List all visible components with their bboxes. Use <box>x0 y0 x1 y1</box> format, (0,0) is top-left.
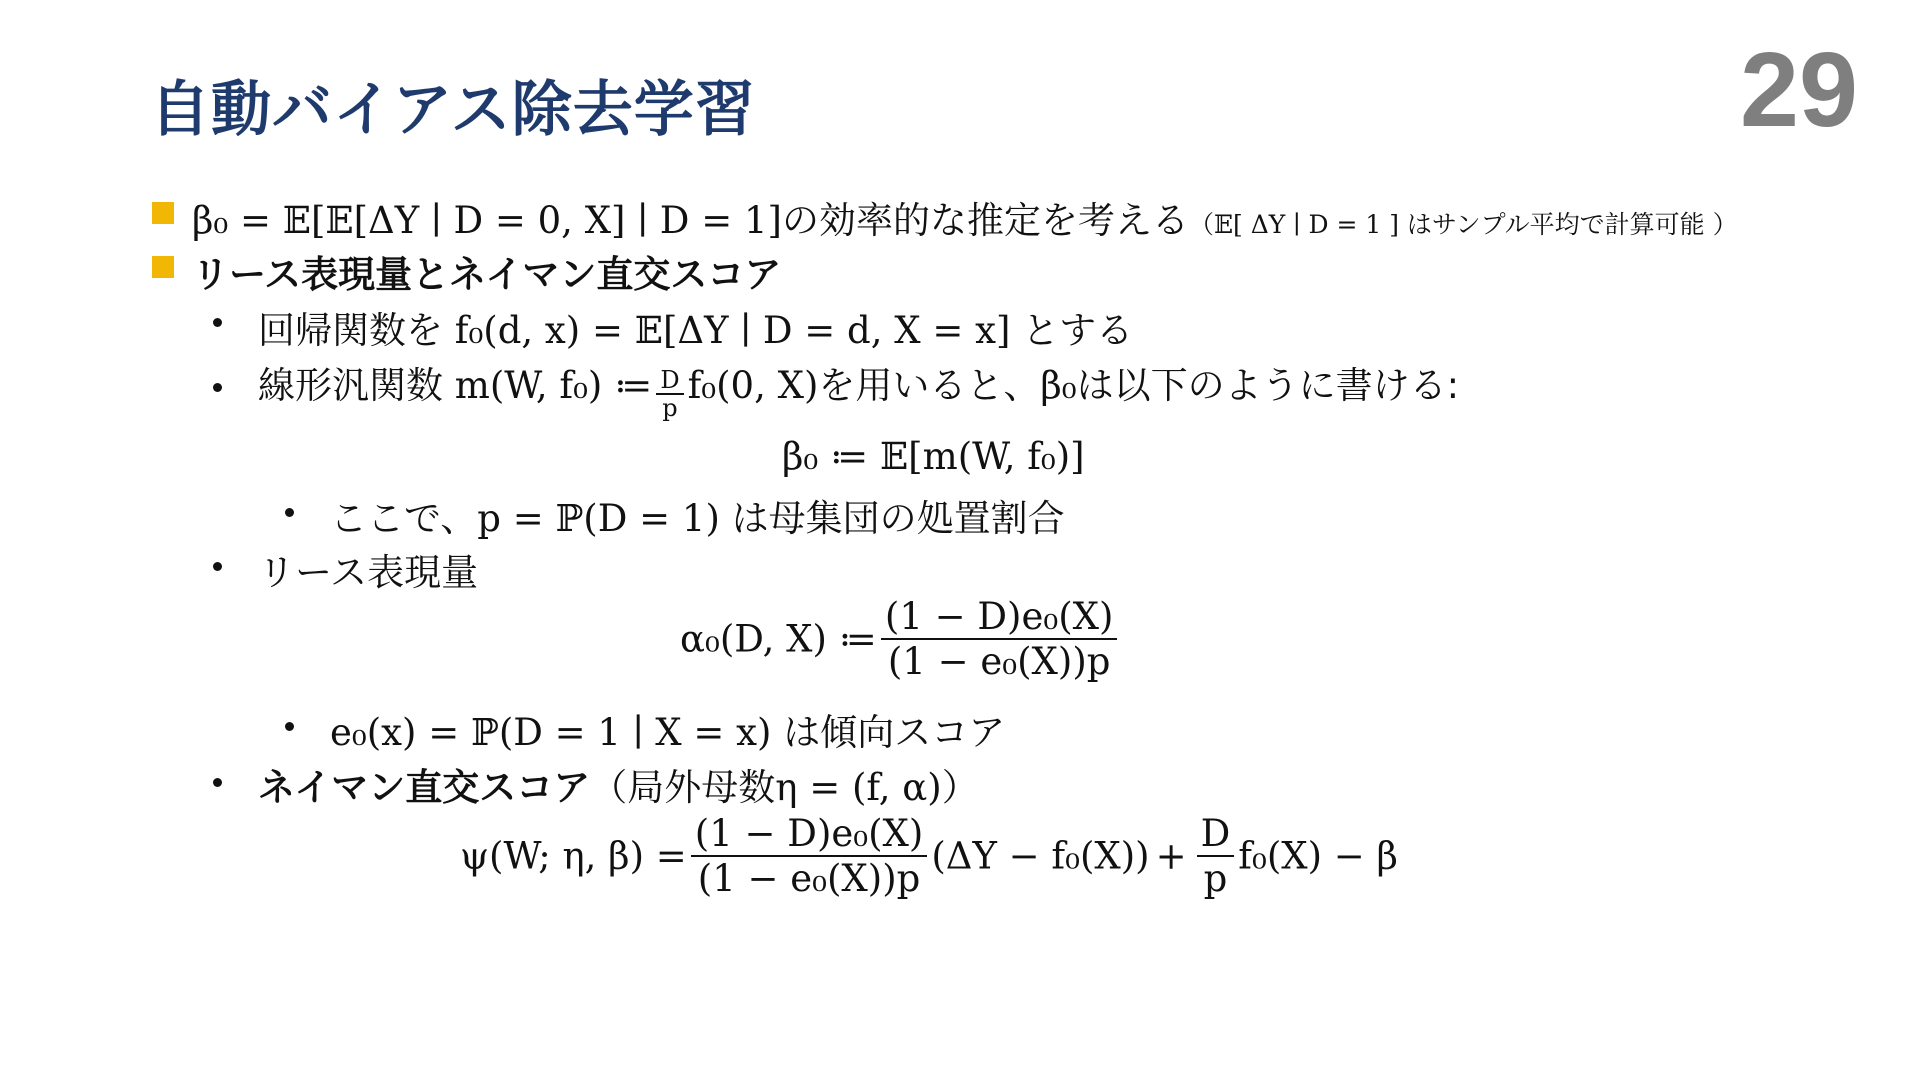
sub-bullet-dot-4 <box>213 778 222 787</box>
sub-bullet-1-math: f₀(d, x) = 𝔼[ΔY ∣ D = d, X = x] <box>454 309 1011 352</box>
sub-bullet-4-bold: ネイマン直交スコア <box>258 766 591 809</box>
sub-sub-bullet-1-text-a: ここで、 <box>330 497 478 540</box>
psi-fraction <box>691 812 928 900</box>
bullet-2: リース表現量とネイマン直交スコア <box>192 253 782 296</box>
sub-sub-bullet-2-math: e₀(x) = ℙ(D = 1 ∣ X = x) <box>330 711 772 754</box>
sub-sub-bullet-1 <box>330 488 1065 542</box>
page-number: 29 <box>1740 31 1858 149</box>
psi-lhs: ψ(W; η, β) = <box>460 834 687 878</box>
psi-frac2-numerator: D <box>1197 812 1235 857</box>
bullet-square-1 <box>152 202 174 224</box>
sub-sub-bullet-1-math: p = ℙ(D = 1) <box>477 497 720 540</box>
alpha-lhs: α₀(D, X) ≔ <box>680 617 877 661</box>
sub-bullet-4-close: ） <box>941 766 979 809</box>
psi-denominator: (1 − e₀(X))p <box>697 857 921 900</box>
sub-bullet-1-text-b: とする <box>1010 309 1134 352</box>
sub-bullet-1 <box>258 300 1133 354</box>
psi-middle: (ΔY − f₀(X)) <box>931 834 1150 878</box>
sub-bullet-2-fraction <box>656 367 683 421</box>
sub-sub-bullet-2 <box>330 702 1005 756</box>
psi-fraction-2 <box>1197 812 1235 900</box>
psi-frac2-denominator: p <box>1203 857 1228 900</box>
sub-bullet-2-math-a: m(W, f₀) ≔ <box>454 364 653 407</box>
sub-sub-bullet-2-text: は傾向スコア <box>771 711 1006 754</box>
sub-bullet-2 <box>258 355 1459 421</box>
display-equation-beta: β₀ ≔ 𝔼[m(W, f₀)] <box>782 435 1085 478</box>
sub-bullet-4 <box>258 757 979 811</box>
sub-bullet-dot-3 <box>213 562 222 571</box>
bullet-1-text: の効率的な推定を考える <box>781 199 1189 242</box>
sub-bullet-2-math-c: β₀ <box>1040 364 1077 407</box>
sub-bullet-4-paren: （局外母数 <box>590 766 776 809</box>
psi-numerator: (1 − D)e₀(X) <box>691 812 928 857</box>
psi-plus: + <box>1155 834 1187 878</box>
sub-bullet-2-math-b: f₀(0, X) <box>687 364 819 407</box>
sub-bullet-2-text-a: 線形汎関数 <box>258 364 455 407</box>
sub-bullet-2-frac-den: p <box>662 393 678 422</box>
bullet-square-2 <box>152 256 174 278</box>
bullet-1-math: β₀ = 𝔼[𝔼[ΔY ∣ D = 0, X] ∣ D = 1] <box>192 199 782 242</box>
slide-title: 自動バイアス除去学習 <box>150 75 756 145</box>
bullet-1 <box>192 190 1738 244</box>
sub-bullet-dot-1 <box>213 318 222 327</box>
display-equation-psi <box>460 812 1398 900</box>
sub-bullet-2-text-c: は以下のように書ける: <box>1076 364 1460 407</box>
alpha-fraction <box>881 595 1118 683</box>
sub-bullet-2-frac-num: D <box>656 367 683 395</box>
sub-sub-bullet-dot-1 <box>285 508 294 517</box>
display-equation-alpha <box>680 595 1121 683</box>
sub-bullet-2-text-b: を用いると、 <box>818 364 1041 407</box>
sub-bullet-dot-2 <box>213 383 222 392</box>
sub-bullet-4-math: η = (f, α) <box>775 766 942 809</box>
sub-bullet-1-text-a: 回帰関数を <box>258 309 455 352</box>
sub-bullet-3: リース表現量 <box>258 551 479 594</box>
bullet-1-note-open: （ <box>1188 210 1214 239</box>
alpha-numerator: (1 − D)e₀(X) <box>881 595 1118 640</box>
bullet-1-note <box>1189 210 1738 239</box>
bullet-1-note-math: 𝔼[ ΔY ∣ D = 1 ] <box>1213 210 1399 239</box>
sub-sub-bullet-dot-2 <box>285 722 294 731</box>
psi-tail: f₀(X) − β <box>1238 834 1398 878</box>
alpha-denominator: (1 − e₀(X))p <box>887 640 1111 683</box>
sub-sub-bullet-1-text-b: は母集団の処置割合 <box>719 497 1065 540</box>
bullet-1-note-text: はサンプル平均で計算可能 ） <box>1398 210 1738 239</box>
